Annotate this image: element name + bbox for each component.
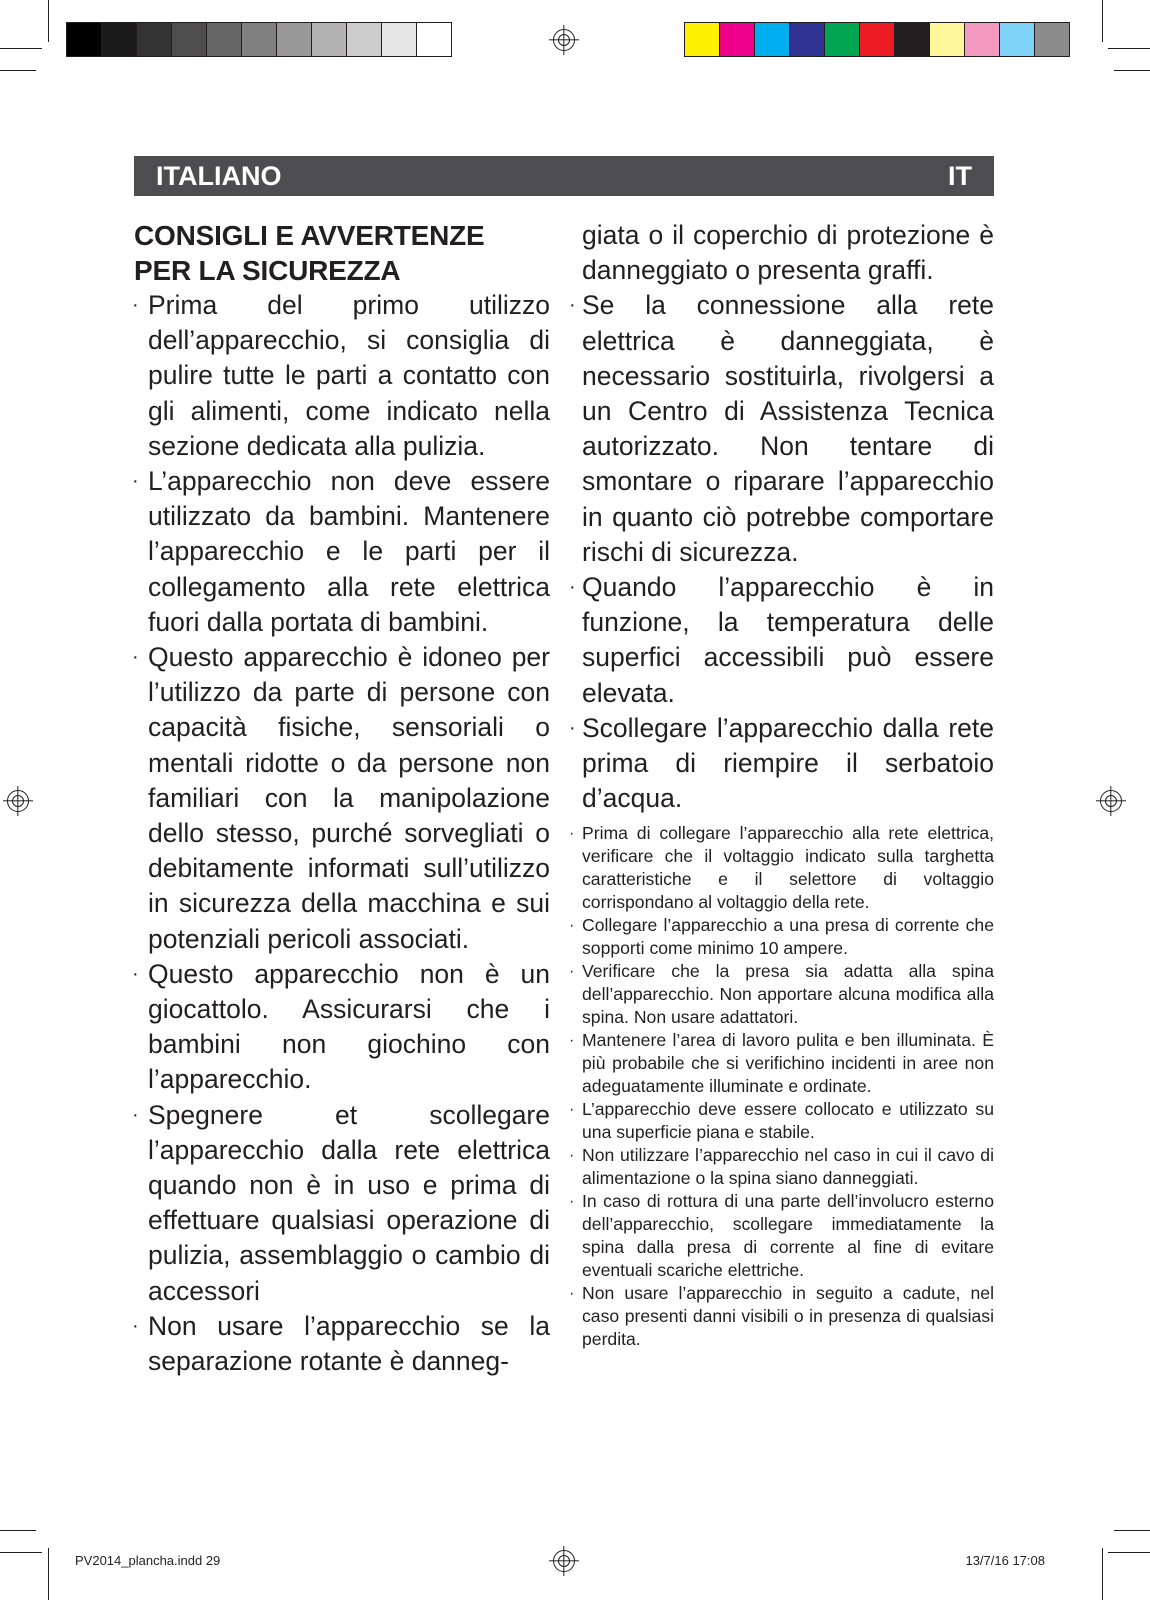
- color-swatch: [719, 23, 754, 56]
- section-title-line-1: CONSIGLI E AVVERTENZE: [134, 220, 485, 251]
- footer-datetime: 13/7/16 17:08: [965, 1553, 1045, 1568]
- registration-mark-left: [7, 790, 29, 812]
- color-swatch: [789, 23, 824, 56]
- list-item: · L’apparecchio non deve essere utilizzato da bambini. Mantenere l’apparecchio e le parti per il collegamento alla rete elettrica fuori dalla portata di bambini.: [134, 464, 550, 640]
- right-small-bullet-list: [582, 822, 994, 1351]
- list-item: · Questo apparecchio è idoneo per l’utilizzo da parte di persone con capacità fisiche, sensoriali o mentali ridotte o da persone non familiari con la manipolazione dello stesso, purché sorvegliati o debitamente informati sull’utilizzo in sicurezza della macchina e sui potenziali pericoli associati.: [134, 640, 550, 957]
- list-item: · Non usare l’apparecchio in seguito a cadute, nel caso presenti danni visibili o in presenza di qualsiasi perdita.: [582, 1282, 994, 1351]
- crop-mark-br-h: [1114, 1530, 1150, 1531]
- list-item: · L’apparecchio deve essere collocato e utilizzato su una superficie piana e stabile.: [582, 1098, 994, 1144]
- list-item: · Spegnere et scollegare l’apparecchio dalla rete elettrica quando non è in uso e prima di effettuare qualsiasi operazione di pulizia, assemblaggio o cambio di accessori: [134, 1098, 550, 1309]
- registration-mark-top: [553, 29, 575, 51]
- crop-mark-bl2-h: [0, 1552, 42, 1553]
- footer-filename: PV2014_plancha.indd 29: [75, 1553, 221, 1568]
- color-swatch: [101, 23, 136, 56]
- color-swatch: [929, 23, 964, 56]
- list-item: · Prima di collegare l’apparecchio alla rete elettrica, verificare che il voltaggio indicato sulla targhetta caratteristiche e il selettore di voltaggio corrispondano al voltaggio della rete.: [582, 822, 994, 914]
- gray-swatch-bar: [66, 22, 452, 57]
- color-swatch: [999, 23, 1034, 56]
- color-swatch: [67, 23, 101, 56]
- list-item: · Questo apparecchio non è un giocattolo. Assicurarsi che i bambini non giochino con l’apparecchio.: [134, 957, 550, 1098]
- list-item: · Scollegare l’apparecchio dalla rete prima di riempire il serbatoio d’acqua.: [582, 711, 994, 817]
- color-swatch: [311, 23, 346, 56]
- list-item: · Collegare l’apparecchio a una presa di corrente che sopporti come minimo 10 ampere.: [582, 914, 994, 960]
- right-column: [582, 218, 994, 1351]
- registration-mark-bottom: [553, 1550, 575, 1572]
- crop-mark-tr-h: [1108, 48, 1150, 49]
- list-item: · Prima del primo utilizzo dell’apparecchio, si consiglia di pulire tutte le parti a contatto con gli alimenti, come indicato nella sezione dedicata alla pulizia.: [134, 288, 550, 464]
- color-swatch: [1034, 23, 1069, 56]
- crop-mark-bl-v: [48, 1548, 49, 1600]
- right-bullet-list: [582, 288, 994, 816]
- list-item: · Non utilizzare l’apparecchio nel caso in cui il cavo di alimentazione o la spina siano danneggiati.: [582, 1144, 994, 1190]
- list-item: · Quando l’apparecchio è in funzione, la temperatura delle superfici accessibili può essere elevata.: [582, 570, 994, 711]
- color-swatch: [824, 23, 859, 56]
- language-code: IT: [948, 160, 972, 191]
- color-swatch: [346, 23, 381, 56]
- language-label: ITALIANO: [156, 160, 282, 191]
- color-swatch: [685, 23, 719, 56]
- crop-mark-tl-h: [0, 48, 42, 49]
- continued-item-text: giata o il coperchio di protezione è danneggiato o presenta graffi.: [582, 220, 994, 286]
- crop-mark-tl-v: [48, 0, 49, 42]
- color-swatch: [276, 23, 311, 56]
- color-swatch: [964, 23, 999, 56]
- list-item: · In caso di rottura di una parte dell’involucro esterno dell’apparecchio, scollegare immediatamente la spina dalla presa di corrente al fine di evitare eventuali scariche elettriche.: [582, 1190, 994, 1282]
- crop-mark-tl2-h: [0, 70, 36, 71]
- color-swatch-bar: [684, 22, 1070, 57]
- registration-mark-right: [1100, 790, 1122, 812]
- left-bullet-list: [134, 288, 550, 1379]
- section-title: [134, 218, 550, 288]
- left-column: [134, 218, 550, 1379]
- color-swatch: [416, 23, 451, 56]
- list-item: · Mantenere l’area di lavoro pulita e ben illuminata. È più probabile che si verifichino incidenti in aree non adeguatamente illuminate e ordinate.: [582, 1029, 994, 1098]
- color-swatch: [381, 23, 416, 56]
- color-swatch: [241, 23, 276, 56]
- color-swatch: [206, 23, 241, 56]
- crop-mark-tr2-h: [1114, 70, 1150, 71]
- color-swatch: [171, 23, 206, 56]
- color-swatch: [754, 23, 789, 56]
- crop-mark-tr-v: [1102, 0, 1103, 42]
- crop-mark-br-v: [1102, 1548, 1103, 1600]
- crop-mark-bl-h: [0, 1530, 36, 1531]
- crop-mark-br2-h: [1108, 1552, 1150, 1553]
- section-title-line-2: PER LA SICUREZZA: [134, 255, 401, 286]
- list-item: · Se la connessione alla rete elettrica è danneggiata, è necessario sostituirla, rivolgersi a un Centro di Assistenza Tecnica autorizzato. Non tentare di smontare o riparare l’apparecchio in quanto ciò potrebbe comportare rischi di sicurezza.: [582, 288, 994, 570]
- list-item: · Verificare che la presa sia adatta alla spina dell’apparecchio. Non apportare alcuna modifica alla spina. Non usare adattatori.: [582, 960, 994, 1029]
- color-swatch: [859, 23, 894, 56]
- color-swatch: [894, 23, 929, 56]
- color-swatch: [136, 23, 171, 56]
- language-header-band: [134, 156, 994, 196]
- list-item: · Non usare l’apparecchio se la separazione rotante è danneg-: [134, 1309, 550, 1379]
